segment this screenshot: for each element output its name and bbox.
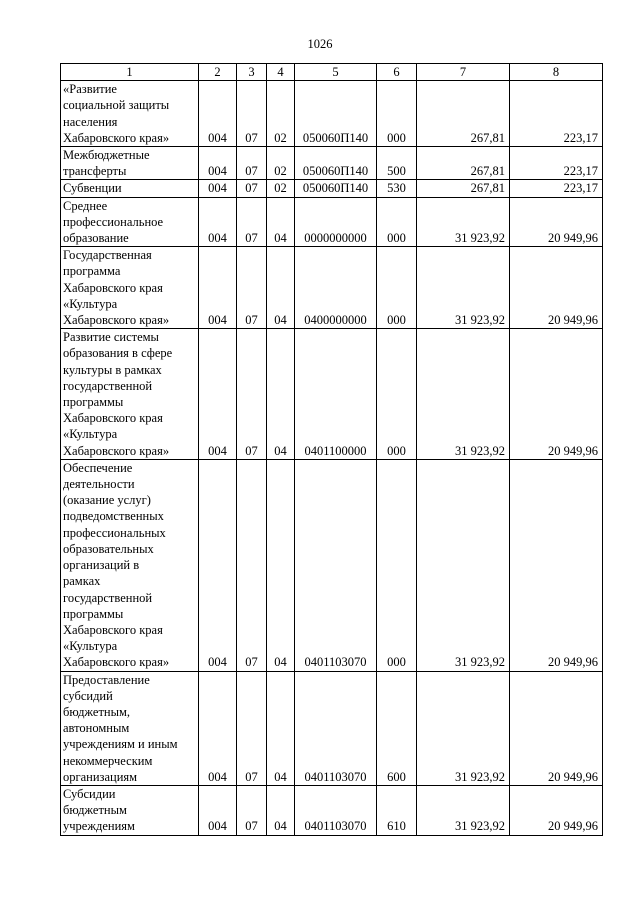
target-article-cell: 0000000000 [295, 197, 377, 247]
column-header-7: 7 [417, 64, 510, 81]
row-name-cell [61, 81, 199, 147]
row-name-line: Хабаровского края» [63, 655, 170, 670]
table-row [61, 247, 603, 329]
row-name-line: «Культура [63, 639, 118, 654]
row-name-cell [61, 180, 199, 197]
section-code-cell: 07 [237, 81, 267, 147]
expense-type-cell: 610 [377, 785, 417, 835]
expense-type-cell: 530 [377, 180, 417, 197]
row-name-line: трансферты [63, 164, 127, 179]
amount-cell-7: 31 923,92 [417, 197, 510, 247]
row-name-line: Хабаровского края» [63, 313, 170, 328]
target-article-cell: 0401103070 [295, 785, 377, 835]
table-row [61, 671, 603, 785]
row-name-line: Предоставление [63, 672, 150, 687]
amount-cell-7: 31 923,92 [417, 329, 510, 460]
amount-cell-8: 223,17 [510, 81, 603, 147]
amount-cell-8: 20 949,96 [510, 785, 603, 835]
table-row [61, 197, 603, 247]
expense-type-cell: 000 [377, 247, 417, 329]
row-name-cell [61, 785, 199, 835]
row-name-line: деятельности [63, 477, 135, 492]
row-name-cell [61, 671, 199, 785]
amount-cell-8: 20 949,96 [510, 247, 603, 329]
amount-cell-8: 20 949,96 [510, 329, 603, 460]
amount-cell-8: 223,17 [510, 180, 603, 197]
admin-code-cell: 004 [199, 197, 237, 247]
section-code-cell: 07 [237, 785, 267, 835]
amount-cell-7: 31 923,92 [417, 785, 510, 835]
admin-code-cell: 004 [199, 329, 237, 460]
row-name-line: рамках [63, 574, 101, 589]
row-name-line: программы [63, 395, 124, 410]
expense-type-cell: 600 [377, 671, 417, 785]
row-name-line: (оказание услуг) [63, 493, 151, 508]
row-name-line: Хабаровского края [63, 622, 163, 637]
column-header-8: 8 [510, 64, 603, 81]
admin-code-cell: 004 [199, 459, 237, 671]
table-header-row [61, 64, 603, 81]
subsection-code-cell: 04 [267, 329, 295, 460]
subsection-code-cell: 04 [267, 459, 295, 671]
admin-code-cell: 004 [199, 180, 237, 197]
row-name-line: образования в сфере [63, 346, 173, 361]
amount-cell-8: 20 949,96 [510, 459, 603, 671]
row-name-line: бюджетным [63, 803, 127, 818]
table-row [61, 81, 603, 147]
section-code-cell: 07 [237, 247, 267, 329]
row-name-line: организаций в [63, 558, 140, 573]
row-name-line: Государственная [63, 248, 152, 263]
subsection-code-cell: 02 [267, 180, 295, 197]
row-name-cell [61, 147, 199, 180]
row-name-line: Хабаровского края» [63, 443, 170, 458]
admin-code-cell: 004 [199, 785, 237, 835]
section-code-cell: 07 [237, 459, 267, 671]
table-row [61, 785, 603, 835]
table-row [61, 180, 603, 197]
section-code-cell: 07 [237, 329, 267, 460]
row-name-line: Хабаровского края [63, 280, 163, 295]
row-name-line: программы [63, 606, 124, 621]
amount-cell-8: 223,17 [510, 147, 603, 180]
section-code-cell: 07 [237, 180, 267, 197]
row-name-cell [61, 197, 199, 247]
amount-cell-7: 267,81 [417, 81, 510, 147]
row-name-line: Субвенции [63, 181, 122, 196]
amount-cell-7: 31 923,92 [417, 247, 510, 329]
expense-type-cell: 000 [377, 329, 417, 460]
row-name-line: государственной [63, 590, 153, 605]
subsection-code-cell: 04 [267, 197, 295, 247]
budget-table [60, 63, 603, 836]
row-name-line: Среднее [63, 198, 108, 213]
subsection-code-cell: 04 [267, 671, 295, 785]
amount-cell-7: 31 923,92 [417, 459, 510, 671]
row-name-line: образование [63, 231, 129, 246]
subsection-code-cell: 04 [267, 247, 295, 329]
expense-type-cell: 000 [377, 459, 417, 671]
amount-cell-8: 20 949,96 [510, 671, 603, 785]
row-name-line: «Культура [63, 296, 118, 311]
amount-cell-7: 31 923,92 [417, 671, 510, 785]
target-article-cell: 0401103070 [295, 671, 377, 785]
row-name-line: Межбюджетные [63, 148, 150, 163]
admin-code-cell: 004 [199, 671, 237, 785]
row-name-line: субсидий [63, 688, 113, 703]
amount-cell-7: 267,81 [417, 180, 510, 197]
section-code-cell: 07 [237, 671, 267, 785]
target-article-cell: 050060П140 [295, 147, 377, 180]
row-name-cell [61, 329, 199, 460]
subsection-code-cell: 04 [267, 785, 295, 835]
subsection-code-cell: 02 [267, 147, 295, 180]
column-header-6: 6 [377, 64, 417, 81]
target-article-cell: 050060П140 [295, 81, 377, 147]
column-header-4: 4 [267, 64, 295, 81]
row-name-line: программа [63, 264, 121, 279]
table-body [61, 64, 603, 836]
row-name-line: Обеспечение [63, 460, 133, 475]
row-name-cell [61, 247, 199, 329]
admin-code-cell: 004 [199, 147, 237, 180]
row-name-line: «Развитие [63, 82, 117, 97]
column-header-1: 1 [61, 64, 199, 81]
section-code-cell: 07 [237, 147, 267, 180]
page-number: 1026 [307, 37, 333, 51]
row-name-line: бюджетным, [63, 704, 131, 719]
target-article-cell: 0400000000 [295, 247, 377, 329]
row-name-line: некоммерческим [63, 753, 153, 768]
row-name-line: Субсидии [63, 786, 116, 801]
expense-type-cell: 000 [377, 197, 417, 247]
column-header-3: 3 [237, 64, 267, 81]
column-header-5: 5 [295, 64, 377, 81]
target-article-cell: 0401100000 [295, 329, 377, 460]
column-header-2: 2 [199, 64, 237, 81]
row-name-line: социальной защиты [63, 98, 170, 113]
row-name-line: населения [63, 114, 118, 129]
row-name-line: учреждениям и иным [63, 737, 178, 752]
row-name-line: профессиональных [63, 525, 166, 540]
row-name-line: культуры в рамках [63, 362, 162, 377]
row-name-line: учреждениям [63, 819, 135, 834]
row-name-line: Хабаровского края [63, 411, 163, 426]
row-name-line: подведомственных [63, 509, 164, 524]
target-article-cell: 0401103070 [295, 459, 377, 671]
table-row [61, 147, 603, 180]
subsection-code-cell: 02 [267, 81, 295, 147]
target-article-cell: 050060П140 [295, 180, 377, 197]
row-name-line: профессиональное [63, 214, 164, 229]
row-name-line: автономным [63, 721, 130, 736]
row-name-line: Развитие системы [63, 330, 159, 345]
table-row [61, 459, 603, 671]
row-name-cell [61, 459, 199, 671]
table-row [61, 329, 603, 460]
amount-cell-8: 20 949,96 [510, 197, 603, 247]
expense-type-cell: 000 [377, 81, 417, 147]
row-name-line: «Культура [63, 427, 118, 442]
row-name-line: государственной [63, 378, 153, 393]
admin-code-cell: 004 [199, 247, 237, 329]
row-name-line: Хабаровского края» [63, 130, 170, 145]
row-name-line: образовательных [63, 541, 154, 556]
section-code-cell: 07 [237, 197, 267, 247]
expense-type-cell: 500 [377, 147, 417, 180]
row-name-line: организациям [63, 769, 138, 784]
admin-code-cell: 004 [199, 81, 237, 147]
amount-cell-7: 267,81 [417, 147, 510, 180]
